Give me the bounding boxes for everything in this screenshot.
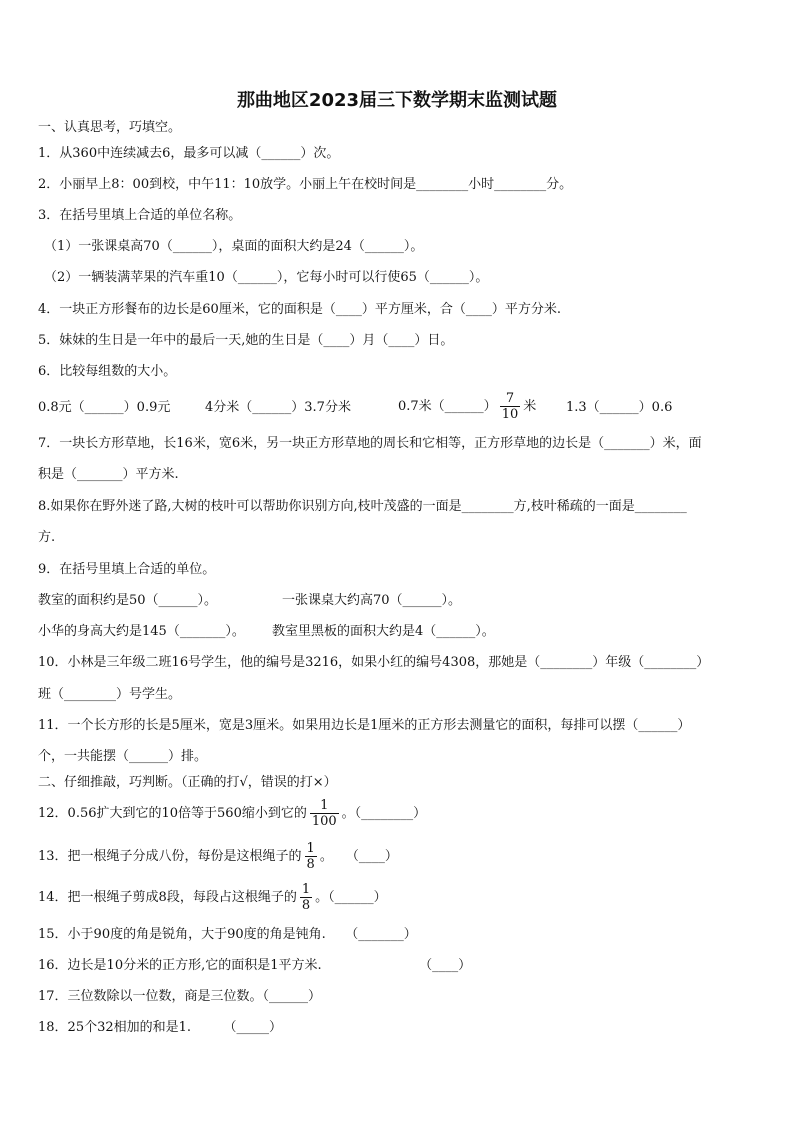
question-6-item-c-text: 0.7米（______） <box>398 399 497 414</box>
question-4: 4．一块正方形餐布的边长是60厘米，它的面积是（____）平方厘米，合（____）平方分米. <box>38 302 561 317</box>
section-2-heading: 二、仔细推敲，巧判断。（正确的打√，错误的打×） <box>38 775 337 790</box>
fraction-one-eighth <box>300 882 312 913</box>
question-12 <box>38 797 426 831</box>
fraction-numerator: 1 <box>310 798 339 814</box>
question-3-part-2: （2）一辆装满苹果的汽车重10（______），它每小时可以行使65（______）。 <box>44 270 489 285</box>
fraction-numerator: 7 <box>500 391 521 407</box>
fraction-denominator: 10 <box>501 407 519 422</box>
fraction-numerator: 1 <box>306 841 315 856</box>
fraction-denominator: 8 <box>301 898 311 913</box>
question-13-answer: 。 （____） <box>319 849 398 864</box>
question-9-item-c: 小华的身高大约是145（_______）。 <box>38 624 245 639</box>
question-9-item-b: 一张课桌大约高70（______）。 <box>282 593 462 608</box>
question-7-line-1: 7．一块长方形草地，长16米，宽6米，另一块正方形草地的周长和它相等，正方形草地的边长是（_______）米，面 <box>38 436 702 451</box>
fraction-seven-tenths <box>500 391 521 422</box>
question-8-line-2: 方. <box>38 530 56 545</box>
question-6-item-c <box>398 391 536 423</box>
question-10-line-1: 10．小林是三年级二班16号学生，他的编号是3216，如果小红的编号4308，那她是（________）年级（________） <box>38 655 710 670</box>
question-13 <box>38 840 398 874</box>
question-6-item-a: 0.8元（______）0.9元 <box>38 400 171 415</box>
question-5: 5．妹妹的生日是一年中的最后一天,她的生日是（____）月（____）日。 <box>38 333 454 348</box>
question-9-item-a: 教室的面积约是50（______）。 <box>38 593 218 608</box>
question-17: 17．三位数除以一位数，商是三位数。（______） <box>38 989 322 1004</box>
question-12-answer: 。（________） <box>341 806 427 821</box>
question-9-item-d: 教室里黑板的面积大约是4（______）。 <box>272 624 495 639</box>
question-16: 16．边长是10分米的正方形,它的面积是1平方米. （____） <box>38 958 472 973</box>
page-title: 那曲地区2023届三下数学期末监测试题 <box>236 90 558 111</box>
question-13-text: 13．把一根绳子分成八份，每份是这根绳子的 <box>38 849 302 864</box>
question-3: 3．在括号里填上合适的单位名称。 <box>38 208 242 223</box>
question-14-text: 14．把一根绳子剪成8段，每段占这根绳子的 <box>38 890 297 905</box>
question-10-line-2: 班（________）号学生。 <box>38 687 182 702</box>
question-18: 18．25个32相加的和是1. （_____） <box>38 1020 283 1035</box>
question-6-item-b: 4分米（______）3.7分米 <box>205 400 351 415</box>
question-12-text: 12．0.56扩大到它的10倍等于560缩小到它的 <box>38 806 307 821</box>
question-6-item-c-unit: 米 <box>523 399 537 414</box>
question-6-item-d: 1.3（______）0.6 <box>566 400 673 415</box>
question-8-line-1: 8.如果你在野外迷了路,大树的枝叶可以帮助你识别方向,枝叶茂盛的一面是________方,枝叶稀疏的一面是________ <box>38 499 687 514</box>
question-11-line-2: 个，一共能摆（______）排。 <box>38 749 208 764</box>
fraction-numerator: 1 <box>301 882 311 897</box>
question-14 <box>38 881 387 915</box>
question-14-answer: 。（______） <box>315 890 387 905</box>
fraction-denominator: 100 <box>311 814 337 829</box>
fraction-denominator: 8 <box>306 857 315 872</box>
question-1: 1．从360中连续减去6，最多可以减（______）次。 <box>38 146 340 161</box>
question-2: 2．小丽早上8：00到校，中午11：10放学。小丽上午在校时间是________小时________分。 <box>38 177 573 192</box>
question-11-line-1: 11．一个长方形的长是5厘米，宽是3厘米。如果用边长是1厘米的正方形去测量它的面积，每排可以摆（______） <box>38 718 691 733</box>
section-1-heading: 一、认真思考，巧填空。 <box>38 120 182 135</box>
question-15: 15．小于90度的角是锐角，大于90度的角是钝角. （_______） <box>38 927 417 942</box>
fraction-one-hundredth <box>310 798 339 829</box>
question-6: 6．比较每组数的大小。 <box>38 364 177 379</box>
question-3-part-1: （1）一张课桌高70（______），桌面的面积大约是24（______）。 <box>44 239 424 254</box>
question-7-line-2: 积是（_______）平方米. <box>38 467 179 482</box>
fraction-one-eighth <box>305 841 317 872</box>
question-9: 9．在括号里填上合适的单位。 <box>38 562 216 577</box>
